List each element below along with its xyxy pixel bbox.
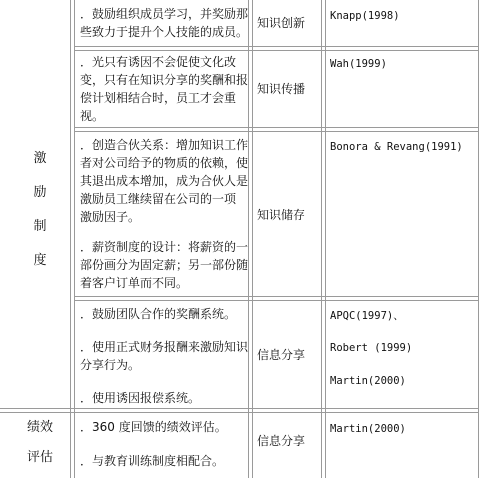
reference: Martin(2000)	[330, 375, 406, 387]
grid-line	[478, 0, 479, 478]
reference: Martin(2000)	[330, 423, 406, 435]
category-incentive	[10, 142, 70, 278]
measure-text: 偿计划相结合时，员工才会重	[80, 91, 237, 105]
measure-text: 激励员工继续留在公司的一项	[80, 192, 237, 206]
grid-line	[252, 0, 253, 478]
reference: Knapp(1998)	[330, 10, 400, 22]
measure-text: ．薪资制度的设计：将薪资的一	[80, 240, 249, 254]
category-char: 激	[33, 151, 47, 166]
grid-line	[70, 0, 71, 478]
reference: APQC(1997)、	[330, 310, 404, 322]
field-label: 知识传播	[257, 82, 306, 96]
row-separator	[74, 127, 479, 128]
grid-line	[321, 0, 322, 478]
field-label: 信息分享	[257, 434, 306, 448]
measure-text: ．使用正式财务报酬来激励知识	[80, 340, 249, 354]
field-label: 知识储存	[257, 208, 306, 222]
row-separator	[74, 296, 479, 297]
reference: Wah(1999)	[330, 58, 387, 70]
measure-text: ．鼓励团队合作的奖酬系统。	[80, 307, 237, 321]
category-separator	[0, 412, 479, 413]
row-separator	[74, 131, 479, 132]
reference: Bonora & Revang(1991)	[330, 141, 463, 153]
measure-text: 部份画分为固定薪；另一部份随	[80, 258, 249, 272]
row-separator	[74, 300, 479, 301]
row-separator	[74, 50, 479, 51]
row-separator	[74, 46, 479, 47]
grid-line	[74, 0, 75, 478]
measure-text: ．使用诱因报偿系统。	[80, 391, 201, 405]
measure-text: 些致力于提升个人技能的成员。	[80, 25, 249, 39]
measure-text: 者对公司给予的物质的依赖，使	[80, 156, 249, 170]
measure-text: ．光只有诱因不会促使文化改	[80, 55, 237, 69]
reference: Robert (1999)	[330, 342, 413, 354]
field-label: 信息分享	[257, 348, 306, 362]
category-line: 绩效	[26, 420, 53, 435]
category-performance	[10, 418, 70, 468]
measure-text: 其退出成本增加，成为合伙人是	[80, 174, 249, 188]
measure-text: 视。	[80, 109, 105, 123]
measure-text: ．360 度回馈的绩效评估。	[80, 420, 227, 434]
category-char: 制	[33, 219, 47, 234]
category-char: 度	[33, 253, 47, 268]
measure-text: 变，只有在知识分享的奖酬和报	[80, 73, 249, 87]
category-separator	[0, 408, 479, 409]
measure-text: ．与教育训练制度相配合。	[80, 454, 225, 468]
measure-text: ．鼓励组织成员学习，并奖励那	[80, 7, 249, 21]
grid-line	[325, 0, 326, 478]
measure-text: 激励因子。	[80, 210, 141, 224]
field-label: 知识创新	[257, 16, 306, 30]
grid-line	[248, 0, 249, 478]
category-line: 评估	[26, 450, 53, 465]
measure-text: ．创造合伙关系：增加知识工作	[80, 138, 249, 152]
measure-text: 分享行为。	[80, 358, 141, 372]
measure-text: 着客户订单而不同。	[80, 276, 189, 290]
category-char: 励	[33, 185, 47, 200]
